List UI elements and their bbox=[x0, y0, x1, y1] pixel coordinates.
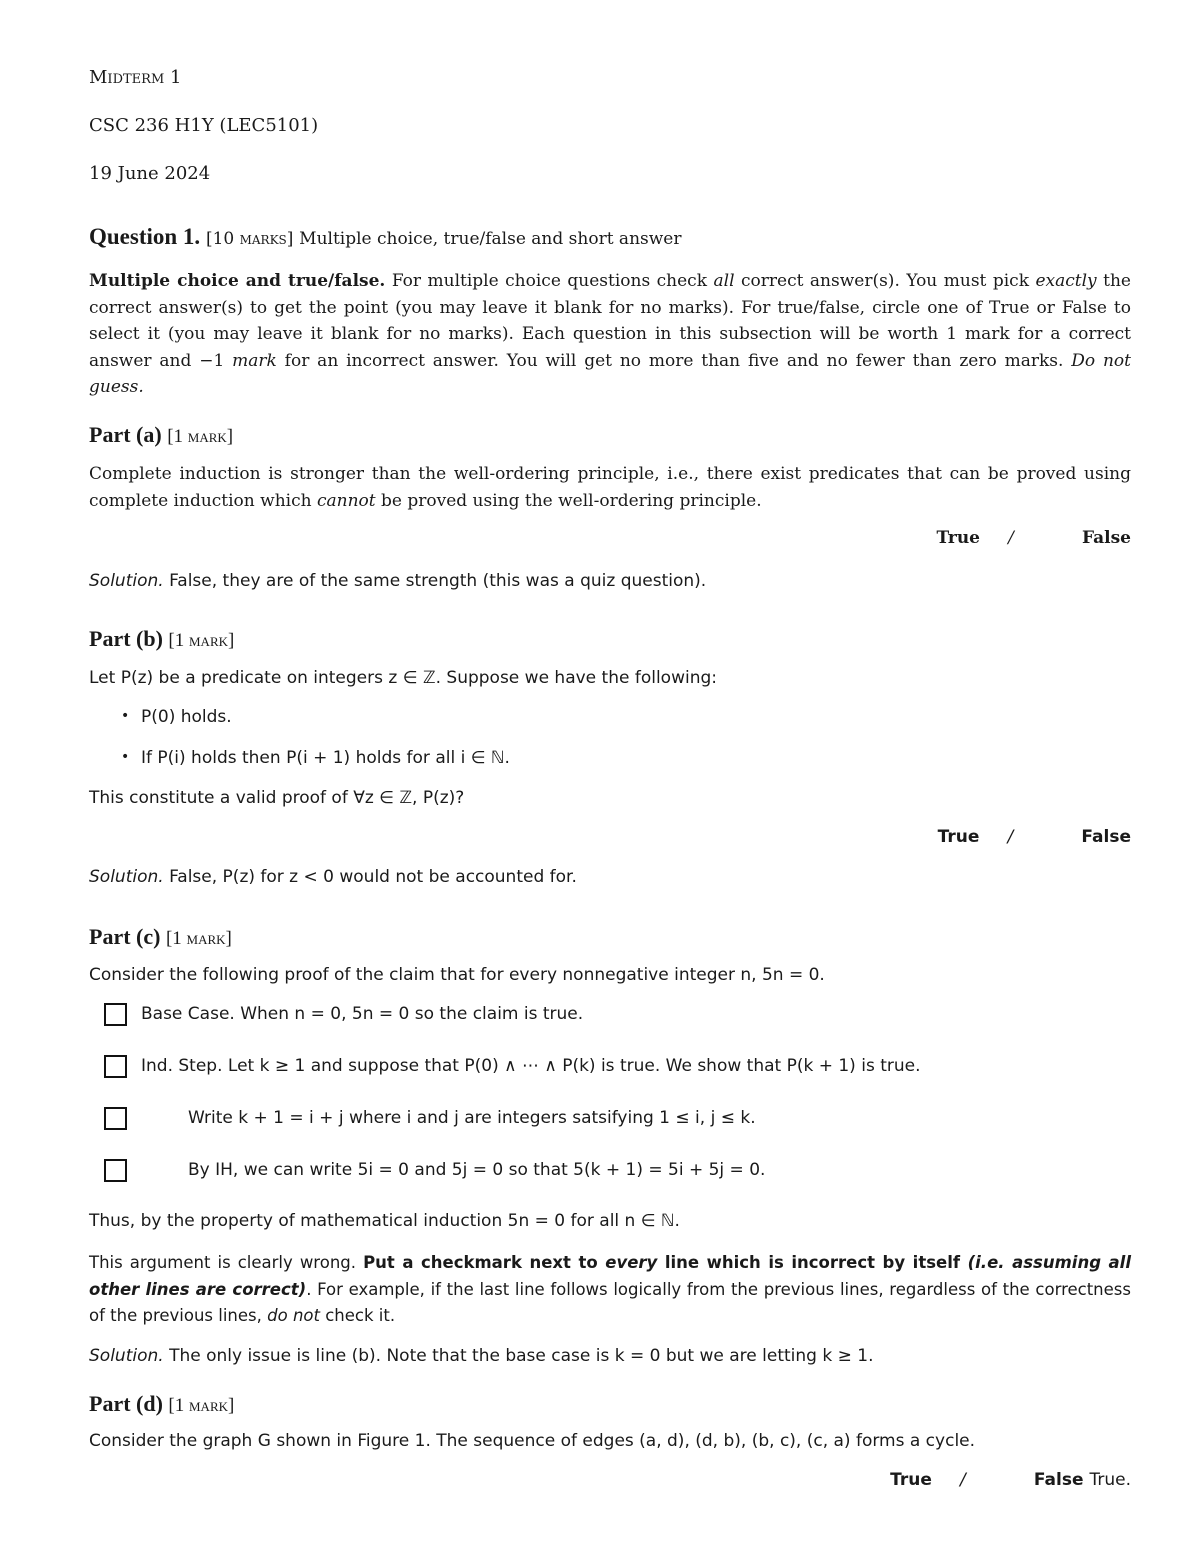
question-marks: [10 marks] bbox=[205, 229, 294, 249]
question-topic: Multiple choice, true/false and short answer bbox=[299, 229, 682, 249]
exam-title: Midterm 1 bbox=[89, 67, 182, 88]
note-bold: line which is incorrect by itself bbox=[657, 1253, 968, 1272]
part-d-heading bbox=[89, 1391, 234, 1417]
part-b-solution bbox=[89, 867, 577, 887]
false-option[interactable]: False bbox=[1033, 1470, 1084, 1490]
proof-line-text: Base Case. When n = 0, 5n = 0 so the claim is true. bbox=[141, 1004, 584, 1024]
instructions-text: for an incorrect answer. You will get no more than five and no fewer than zero marks. bbox=[276, 350, 1072, 371]
solution-text: False, they are of the same strength (this was a quiz question). bbox=[163, 571, 707, 591]
part-marks: [1 mark] bbox=[168, 630, 235, 651]
question-heading bbox=[89, 224, 681, 250]
part-d-true-false[interactable] bbox=[890, 1470, 1131, 1490]
instructions-em: mark bbox=[232, 350, 277, 371]
part-a-text: be proved using the well-ordering principle. bbox=[375, 490, 762, 511]
note-bold: Put a checkmark next to bbox=[363, 1253, 606, 1272]
part-b-true-false[interactable] bbox=[938, 827, 1131, 847]
note-em: do not bbox=[267, 1306, 320, 1325]
proof-line-text: Write k + 1 = i + j where i and j are integers satsifying 1 ≤ i, j ≤ k. bbox=[188, 1108, 756, 1128]
instructions-text: For multiple choice questions check bbox=[385, 271, 714, 291]
part-b-question: This constitute a valid proof of ∀z ∈ ℤ, P(z)? bbox=[89, 788, 465, 808]
checkbox[interactable] bbox=[104, 1159, 127, 1182]
instructions-em: exactly bbox=[1035, 271, 1097, 291]
part-label: Part (b) bbox=[89, 626, 163, 651]
part-a-true-false[interactable] bbox=[936, 528, 1131, 548]
note-bold-em: every bbox=[605, 1253, 658, 1272]
note-bold-em: (i.e. assuming all other lines are correct) bbox=[89, 1253, 1131, 1299]
part-marks: [1 mark] bbox=[167, 426, 234, 447]
false-option[interactable]: False bbox=[1082, 528, 1131, 548]
part-b-intro: Let P(z) be a predicate on integers z ∈ ℤ. Suppose we have the following: bbox=[89, 668, 718, 688]
solution-text: False, P(z) for z < 0 would not be accounted for. bbox=[163, 867, 577, 887]
part-label: Part (d) bbox=[89, 1391, 163, 1416]
question-label: Question 1. bbox=[89, 224, 201, 249]
note-text: . For example, if the last line follows logically from the previous lines, regardless of the correctness of the previous lines, bbox=[89, 1279, 1131, 1325]
part-c-intro: Consider the following proof of the claim that for every nonnegative integer n, 5n = 0. bbox=[89, 965, 825, 985]
part-a-question bbox=[89, 461, 1131, 514]
tf-separator: / bbox=[1008, 528, 1014, 548]
proof-line-text: By IH, we can write 5i = 0 and 5j = 0 so that 5(k + 1) = 5i + 5j = 0. bbox=[188, 1160, 766, 1180]
tf-separator: / bbox=[1007, 827, 1014, 847]
note-text: check it. bbox=[319, 1306, 396, 1325]
true-option[interactable]: True bbox=[937, 827, 980, 847]
false-option[interactable]: False bbox=[1081, 827, 1131, 847]
part-b-bullet: • P(0) holds. bbox=[141, 707, 232, 727]
part-label: Part (c) bbox=[89, 924, 161, 949]
part-a-heading bbox=[89, 422, 233, 448]
part-c-conclusion: Thus, by the property of mathematical induction 5n = 0 for all n ∈ ℕ. bbox=[89, 1211, 680, 1231]
solution-label: Solution. bbox=[89, 571, 164, 591]
part-marks: [1 mark] bbox=[165, 928, 232, 949]
part-c-heading bbox=[89, 924, 232, 950]
part-b-heading bbox=[89, 626, 234, 652]
instructions-em: all bbox=[713, 271, 735, 291]
part-label: Part (a) bbox=[89, 422, 162, 447]
proof-line-text: Ind. Step. Let k ≥ 1 and suppose that P(0) ∧ ⋯ ∧ P(k) is true. We show that P(k + 1) is true. bbox=[141, 1056, 921, 1076]
part-d-question: Consider the graph G shown in Figure 1. The sequence of edges (a, d), (d, b), (b, c), (c, a) forms a cycle. bbox=[89, 1431, 976, 1451]
part-b-bullet: • If P(i) holds then P(i + 1) holds for all i ∈ ℕ. bbox=[141, 748, 510, 768]
instructions-text: correct answer(s). You must pick bbox=[734, 271, 1036, 291]
checkbox[interactable] bbox=[104, 1003, 127, 1026]
instructions-em: Do not guess. bbox=[89, 350, 1131, 397]
part-a-solution bbox=[89, 571, 706, 591]
part-marks: [1 mark] bbox=[168, 1395, 235, 1416]
checkbox[interactable] bbox=[104, 1055, 127, 1078]
part-a-text: Complete induction is stronger than the well-ordering principle, i.e., there exist predicates that can be proved using complete induction which bbox=[89, 464, 1131, 511]
note-text: This argument is clearly wrong. bbox=[89, 1253, 364, 1272]
solution-label: Solution. bbox=[89, 1346, 164, 1366]
exam-date: 19 June 2024 bbox=[89, 163, 211, 184]
true-option[interactable]: True bbox=[936, 528, 980, 548]
tf-separator: / bbox=[960, 1470, 966, 1490]
instructions bbox=[89, 268, 1131, 401]
solution-text: The only issue is line (b). Note that the base case is k = 0 but we are letting k ≥ 1. bbox=[163, 1346, 874, 1366]
part-d-answer: True. bbox=[1089, 1470, 1131, 1490]
true-option[interactable]: True bbox=[890, 1470, 932, 1490]
part-c-solution bbox=[89, 1346, 873, 1366]
checkbox[interactable] bbox=[104, 1107, 127, 1130]
instructions-text: the correct answer(s) to get the point (you may leave it blank for no marks). For true/false, circle one of True or False to select it (you may leave it blank for no marks). Each question in this subsection will be worth 1 mark for a correct answer and −1 bbox=[89, 271, 1131, 371]
part-a-em: cannot bbox=[316, 490, 376, 511]
solution-label: Solution. bbox=[89, 867, 164, 887]
course-code: CSC 236 H1Y (LEC5101) bbox=[89, 115, 319, 136]
instructions-lead: Multiple choice and true/false. bbox=[89, 271, 386, 291]
part-c-note bbox=[89, 1250, 1131, 1330]
